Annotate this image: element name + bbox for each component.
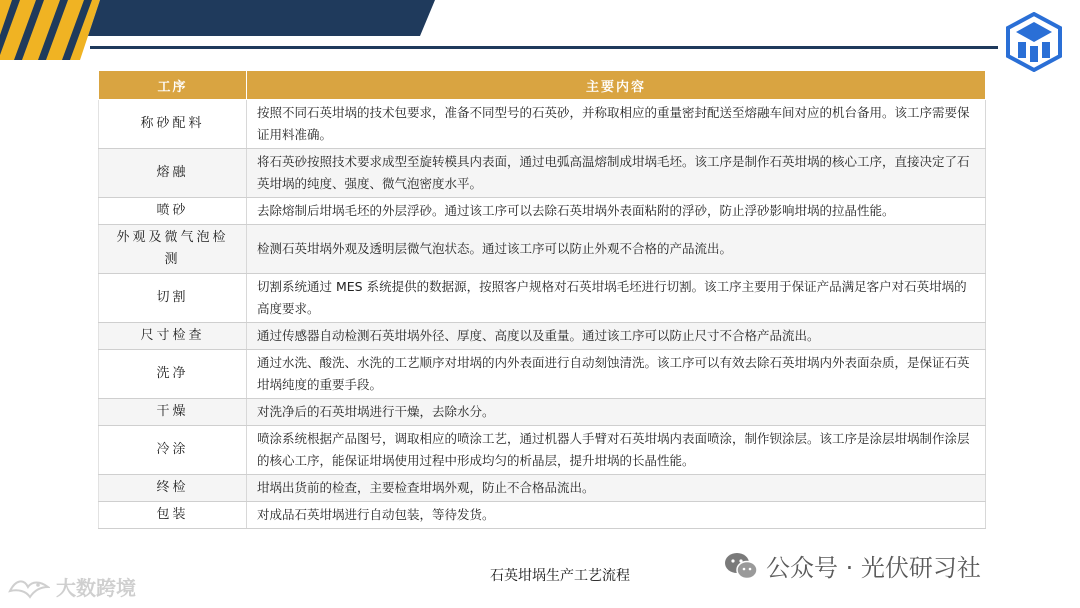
table-row [99,399,986,426]
table-row [99,323,986,350]
header-content: 主要内容 [247,71,986,100]
top-stripe-band [0,0,1080,60]
content-cell: 切割系统通过 MES 系统提供的数据源，按照客户规格对石英坩埚毛坯进行切割。该工序主要用于保证产品满足客户对石英坩埚的高度要求。 [247,274,986,323]
step-cell: 喷砂 [99,198,247,225]
bird-logo-icon [8,575,50,599]
corner-watermark-text: 大数跨境 [56,576,136,600]
content-cell: 对成品石英坩埚进行自动包装，等待发货。 [247,502,986,529]
step-cell: 洗净 [99,350,247,399]
step-cell: 包装 [99,502,247,529]
table-header-row [99,71,986,100]
corner-watermark [8,572,136,601]
table-row [99,149,986,198]
step-cell: 切割 [99,274,247,323]
watermark-text: 公众号 · 光伏研习社 [766,554,981,582]
process-table-container [98,70,986,529]
content-cell: 按照不同石英坩埚的技术包要求，准备不同型号的石英砂，并称取相应的重量密封配送至熔融车间对应的机台备用。该工序需要保证用料准确。 [247,100,986,149]
content-cell: 对洗净后的石英坩埚进行干燥，去除水分。 [247,399,986,426]
content-cell: 去除熔制后坩埚毛坯的外层浮砂。通过该工序可以去除石英坩埚外表面粘附的浮砂，防止浮砂影响坩埚的拉晶性能。 [247,198,986,225]
step-cell: 称砂配料 [99,100,247,149]
header-rule [90,46,998,49]
step-cell: 冷涂 [99,426,247,475]
table-row [99,225,986,274]
figure-caption: 石英坩埚生产工艺流程 [490,568,630,584]
content-cell: 通过水洗、酸洗、水洗的工艺顺序对坩埚的内外表面进行自动刻蚀清洗。该工序可以有效去除石英坩埚内外表面杂质，是保证石英坩埚纯度的重要手段。 [247,350,986,399]
mes-cube-logo-icon [1004,12,1064,72]
table-row [99,475,986,502]
content-cell: 喷涂系统根据产品图号，调取相应的喷涂工艺，通过机器人手臂对石英坩埚内表面喷涂，制作钡涂层。该工序是涂层坩埚制作涂层的核心工序，能保证坩埚使用过程中形成均匀的析晶层，提升坩埚的长晶性能。 [247,426,986,475]
table-row [99,426,986,475]
header-step: 工序 [99,71,247,100]
step-cell: 尺寸检查 [99,323,247,350]
content-cell: 检测石英坩埚外观及透明层微气泡状态。通过该工序可以防止外观不合格的产品流出。 [247,225,986,274]
step-cell: 干燥 [99,399,247,426]
table-row [99,274,986,323]
table-row [99,198,986,225]
table-row [99,100,986,149]
step-cell: 终检 [99,475,247,502]
content-cell: 将石英砂按照技术要求成型至旋转模具内表面，通过电弧高温熔制成坩埚毛坯。该工序是制作石英坩埚的核心工序，直接决定了石英坩埚的纯度、强度、微气泡密度水平。 [247,149,986,198]
content-cell: 坩埚出货前的检查，主要检查坩埚外观，防止不合格品流出。 [247,475,986,502]
process-table [98,70,986,529]
step-cell: 熔融 [99,149,247,198]
content-cell: 通过传感器自动检测石英坩埚外径、厚度、高度以及重量。通过该工序可以防止尺寸不合格产品流出。 [247,323,986,350]
step-cell: 外观及微气泡检测 [99,225,247,274]
table-row [99,350,986,399]
table-row [99,502,986,529]
